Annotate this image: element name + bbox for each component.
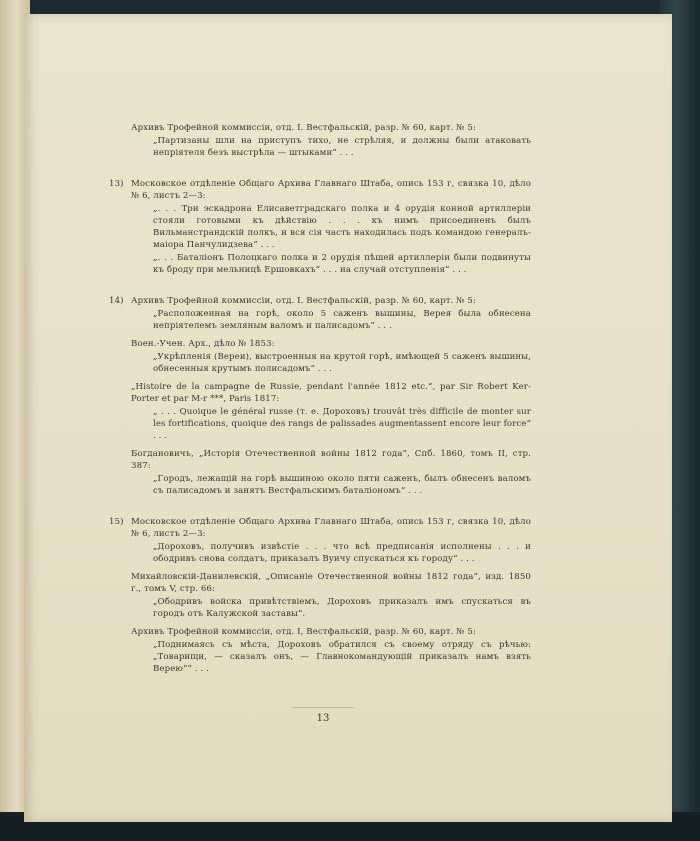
footnote-number: 15): [109, 517, 124, 527]
footnote-quote: „Ободривъ войска привѣтствіемъ, Дороховъ приказалъ имъ спускаться въ городъ отъ Калужской заставы“.: [153, 597, 531, 619]
footnote-source: Богдановичъ, „Исторія Отечественной войны 1812 года“, Спб. 1860, томъ II, стр. 387:: [131, 449, 531, 471]
footnote-quote: „Укрѣпленія (Вереи), выстроенныя на крутой горѣ, имѣющей 5 саженъ вышины, обнесенныя крутымъ полисадомъ“ . . .: [153, 352, 531, 374]
footnote-quote: „Городъ, лежащій на горѣ вышиною около пяти саженъ, былъ обнесенъ валомъ съ палисадомъ и занятъ Вестфальскимъ баталіономъ“ . . .: [153, 474, 531, 496]
footnote-quote: „Дороховъ, получивъ извѣстіе . . . что всѣ предписанія исполнены . . . и ободривъ снова солдатъ, приказалъ Вуичу спускаться къ городу“ . . .: [153, 542, 531, 564]
footnote-entry-13: [109, 178, 531, 276]
footnote-source: Михайловскій-Данилевскій, „Описаніе Отечественной войны 1812 года“, изд. 1850 г., томъ V, стр. 66:: [131, 572, 531, 594]
footnote-quote: „ . . . Quoique le général russe (т. е. Дороховъ) trouvât très difficile de monter sur les fortifications, quoique des rangs de palissades augmentassent encore leur force“ . . .: [153, 407, 531, 441]
footnote-entry-14: [109, 295, 531, 497]
footnote-source: „Histoire de la campagne de Russie, pendant l'année 1812 etc.“, par Sir Robert Ker-Porter et par M-r ***, Paris 1817:: [131, 382, 531, 404]
footnote-quote: „. . . Три эскадрона Елисаветградскаго полка и 4 орудія конной артиллеріи стояли готовыми къ дѣйствію . . . къ нимъ присоединенъ былъ Вильманстрандскій полкъ, и вся сія часть находилась подъ командою генералъ-маіора Панчулидзева“ . . .: [153, 204, 531, 250]
footnote-quote: „Партизаны шли на приступъ тихо, не стрѣляя, и должны были атаковать непріятеля безъ выстрѣла — штыками“ . . .: [153, 136, 531, 158]
footnote-source: Воен.-Учен. Арх., дѣло № 1853:: [131, 339, 275, 349]
footnote-source: Архивъ Трофейной коммиссіи, отд. I. Вестфальскій, разр. № 60, карт. № 5:: [131, 123, 476, 133]
book-page: [24, 14, 672, 822]
footnote-source: Архивъ Трофейной коммиссіи, отд. I, Вестфальскій, разр. № 60, карт. № 5:: [131, 627, 476, 637]
footnote-source: Московское отдѣленіе Общаго Архива Главнаго Штаба, опись 153 г, связка 10, дѣло № 6, листъ 2—3:: [131, 517, 531, 539]
page-number: 13: [316, 713, 330, 724]
page-text: [109, 122, 531, 675]
footnote-quote: „Расположенная на горѣ, около 5 саженъ вышины, Верея была обнесена непріятелемъ земляным валомъ и палисадомъ“ . . .: [153, 309, 531, 331]
footnote-entry: [131, 122, 531, 159]
page-number-rule: [292, 707, 354, 708]
footnote-quote: „. . . Баталіонъ Полоцкаго полка и 2 орудія пѣшей артиллеріи были подвинуты къ броду при мельницѣ Ершовкахъ“ . . . на случай отступленія“ . . .: [153, 253, 531, 275]
footnote-number: 14): [109, 296, 124, 306]
footnote-quote: „Поднимаясь съ мѣста, Дороховъ обратился съ своему отряду съ рѣчью: „Товарищи, — сказалъ онъ, — Главнокомандующій приказалъ намъ взять Верею““ . . .: [153, 640, 531, 674]
footnote-number: 13): [109, 179, 124, 189]
footnote-source: Архивъ Трофейной коммиссіи, отд. I. Вестфальскій, разр. № 60, карт. № 5:: [131, 296, 476, 306]
footnote-entry-15: [109, 516, 531, 675]
footnote-source: Московское отдѣленіе Общаго Архива Главнаго Штаба, опись 153 г, связка 10, дѣло № 6, листъ 2—3:: [131, 179, 531, 201]
